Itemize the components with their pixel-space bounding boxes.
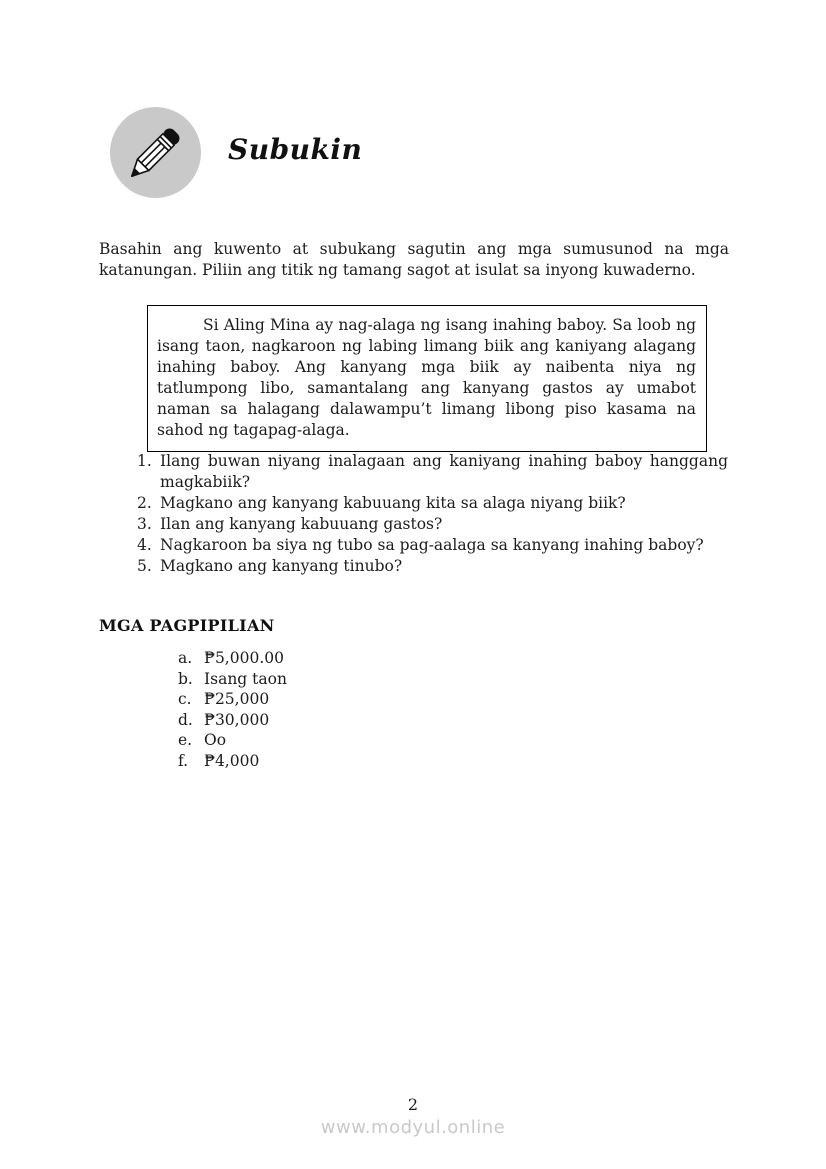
choice-letter: e. — [178, 731, 193, 749]
choice-item — [178, 751, 287, 772]
question-item — [137, 556, 728, 577]
question-text: Ilan ang kanyang kabuuang gastos? — [160, 515, 443, 533]
instructions-text: Basahin ang kuwento at subukang sagutin ang mga sumusunod na mga katanungan. Piliin ang titik ng tamang sagot at isulat sa inyong kuwaderno. — [99, 240, 729, 279]
activity-title: Subukin — [228, 133, 363, 166]
activity-header — [110, 107, 362, 198]
question-text: Ilang buwan niyang inalagaan ang kaniyang inahing baboy hanggang magkabiik? — [160, 452, 728, 491]
choices-heading: MGA PAGPIPILIAN — [99, 616, 275, 635]
choice-letter: a. — [178, 649, 193, 667]
choice-item — [178, 669, 287, 690]
choice-letter: f. — [178, 751, 189, 770]
question-item — [137, 514, 728, 535]
story-text: Si Aling Mina ay nag-alaga ng isang inahing baboy. Sa loob ng isang taon, nagkaroon ng labing limang biik ang kaniyang alagang inahing baboy. Ang kanyang mga biik ay naibenta niya ng tatlumpong libo, samantalang ang kanyang gastos ay umabot naman sa halagang dalawampu’t limang libong piso kasama na sahod ng tagapag-alaga. — [157, 316, 696, 439]
question-number: 2. — [137, 494, 152, 512]
choice-item — [178, 710, 287, 731]
choice-item — [178, 689, 287, 710]
question-number: 5. — [137, 557, 152, 575]
choice-letter: b. — [178, 669, 193, 688]
question-number: 4. — [137, 536, 152, 554]
questions-list — [137, 451, 728, 577]
question-number: 3. — [137, 515, 152, 533]
question-text: Magkano ang kanyang tinubo? — [160, 557, 403, 575]
choice-text: ₱25,000 — [204, 690, 270, 708]
choice-text: ₱4,000 — [204, 751, 260, 770]
choice-letter: d. — [178, 710, 193, 729]
choice-text: ₱5,000.00 — [204, 649, 284, 667]
choice-letter: c. — [178, 690, 192, 708]
question-item — [137, 493, 728, 514]
choice-text: Isang taon — [204, 669, 287, 688]
question-item — [137, 451, 728, 493]
choices-list — [178, 648, 287, 771]
question-text: Nagkaroon ba siya ng tubo sa pag-aalaga sa kanyang inahing baboy? — [160, 536, 704, 554]
choice-item — [178, 648, 287, 669]
question-item — [137, 535, 728, 556]
choice-item — [178, 730, 287, 751]
question-number: 1. — [137, 452, 152, 470]
question-text: Magkano ang kanyang kabuuang kita sa alaga niyang biik? — [160, 494, 626, 512]
choice-text: ₱30,000 — [204, 710, 270, 729]
site-watermark: www.modyul.online — [320, 1117, 506, 1138]
pencil-icon — [110, 107, 201, 198]
story-box — [147, 305, 707, 452]
choice-text: Oo — [204, 731, 227, 749]
page-number: 2 — [407, 1095, 419, 1114]
